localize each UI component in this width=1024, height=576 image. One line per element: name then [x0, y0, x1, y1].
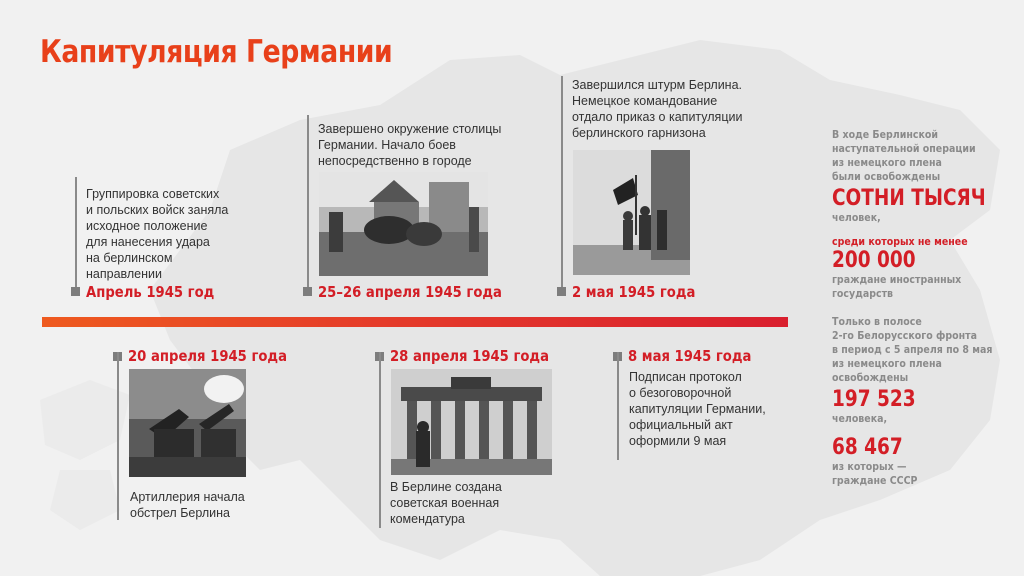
- event-date: 20 апреля 1945 года: [128, 347, 288, 365]
- photo-artillery: [129, 369, 246, 477]
- marker-line: [379, 352, 381, 528]
- event-description: В Берлине создана советская военная комендатура: [390, 480, 502, 526]
- stat-big-68467: 68 467: [832, 435, 903, 460]
- event-date: 2 мая 1945 года: [572, 283, 696, 301]
- stat-note: из которых — граждане СССР: [832, 461, 918, 487]
- photo-brandenburg-gate: [391, 369, 552, 475]
- marker-line: [617, 352, 619, 460]
- page-title: Капитуляция Германии: [40, 34, 393, 70]
- stat-big-197523: 197 523: [832, 387, 916, 412]
- event-description: Завершился штурм Берлина. Немецкое командование отдало приказ о капитуляции берлинского гарнизона: [572, 78, 743, 140]
- marker-square: [71, 287, 80, 296]
- stat-unit: человек,: [832, 212, 881, 224]
- event-description: Подписан протокол о безоговорочной капитуляции Германии, официальный акт оформили 9 мая: [629, 370, 766, 448]
- stat-big-hundreds-thousands: СОТНИ ТЫСЯЧ: [832, 186, 986, 211]
- event-date: Апрель 1945 год: [86, 283, 215, 301]
- timeline-bar: [42, 317, 788, 327]
- event-description: Группировка советских и польских войск заняла исходное положение для нанесения удара на берлинском направлении: [86, 187, 229, 281]
- stat-red-note: среди которых не менее: [832, 236, 968, 248]
- stat-note: граждане иностранных государств: [832, 274, 962, 300]
- marker-square: [557, 287, 566, 296]
- event-date: 25–26 апреля 1945 года: [318, 283, 502, 301]
- marker-line: [307, 115, 309, 289]
- marker-square: [303, 287, 312, 296]
- marker-line: [561, 76, 563, 289]
- stats-intro: В ходе Берлинской наступательной операции из немецкого плена были освобождены: [832, 129, 976, 183]
- event-date: 8 мая 1945 года: [628, 347, 752, 365]
- event-date: 28 апреля 1945 года: [390, 347, 550, 365]
- stat-unit: человека,: [832, 413, 888, 425]
- event-description: Завершено окружение столицы Германии. Начало боев непосредственно в городе: [318, 122, 502, 168]
- photo-reichstag-flag: [573, 150, 690, 275]
- stat-big-200000: 200 000: [832, 248, 916, 273]
- marker-line: [117, 352, 119, 520]
- stats-intro-2: Только в полосе 2-го Белорусского фронта в период с 5 апреля по 8 мая из немецкого плена освобождены: [832, 316, 993, 384]
- photo-street-fighting: [319, 172, 488, 276]
- event-description: Артиллерия начала обстрел Берлина: [130, 490, 245, 520]
- marker-line: [75, 177, 77, 289]
- stats-panel: [832, 128, 1012, 488]
